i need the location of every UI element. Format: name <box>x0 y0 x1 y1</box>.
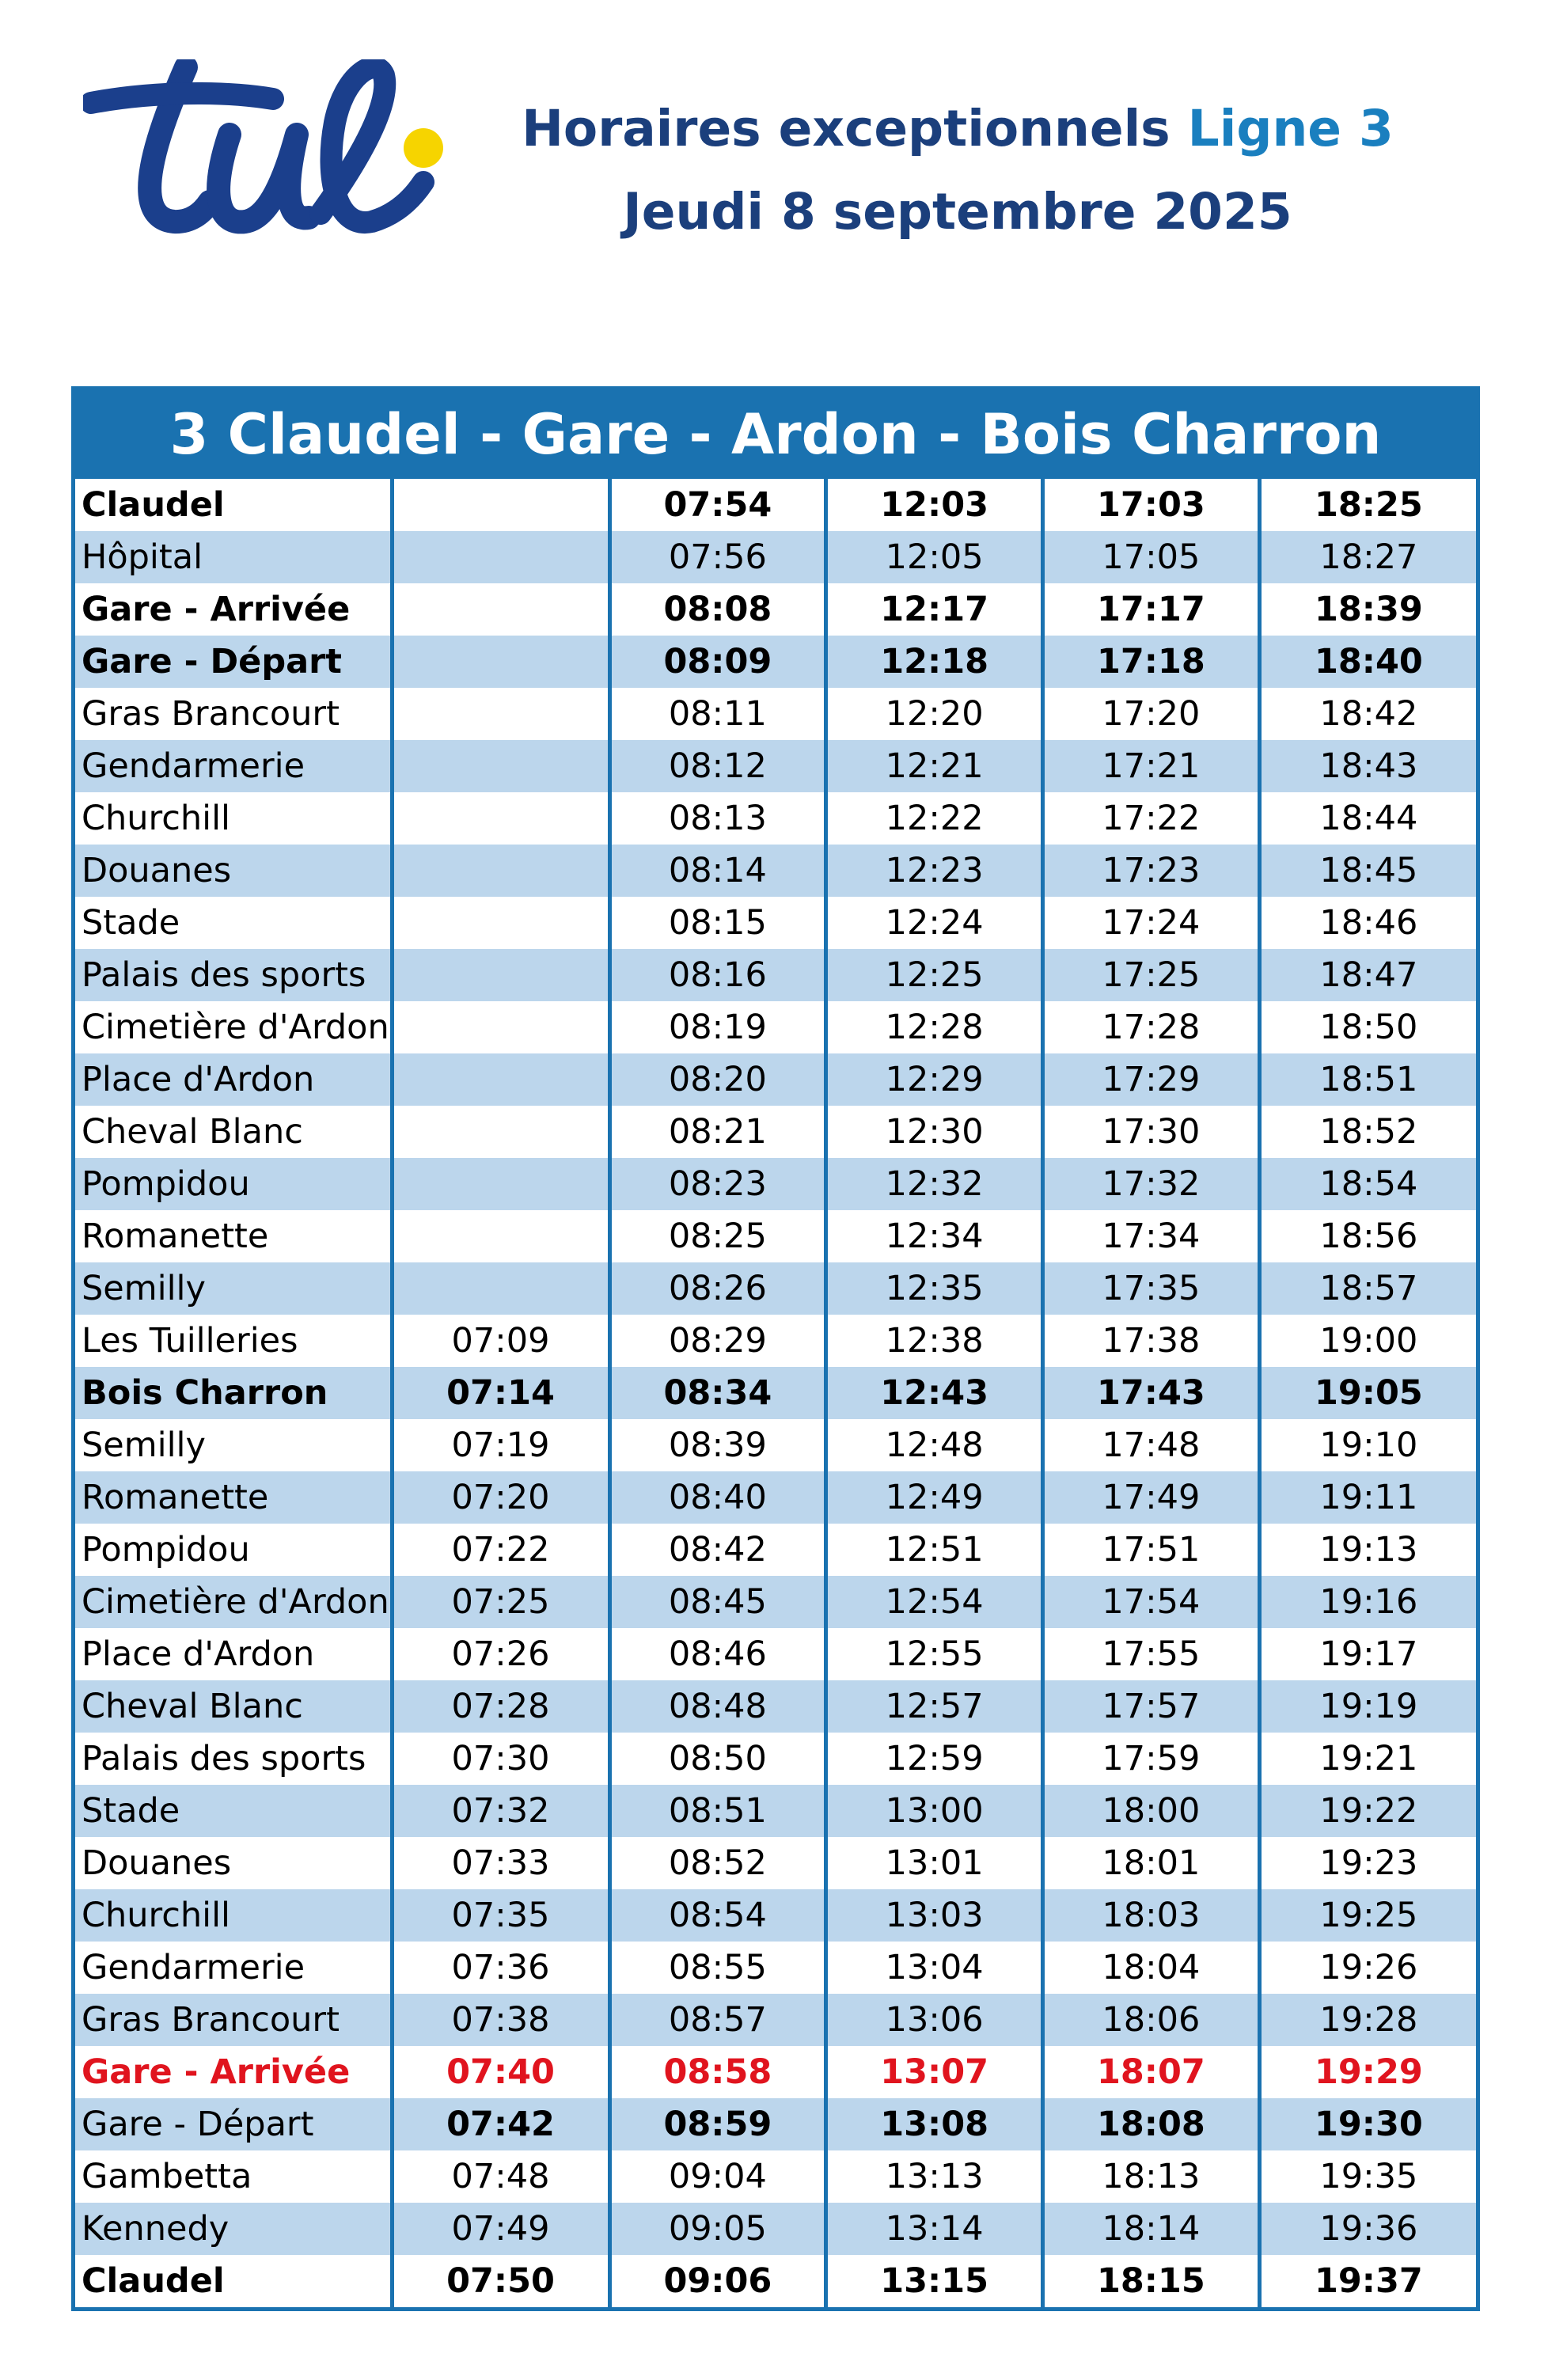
table-row <box>75 1053 1476 1106</box>
departure-time: 12:03 <box>826 479 1043 531</box>
table-row <box>75 1106 1476 1158</box>
departure-time: 18:43 <box>1259 740 1476 792</box>
page-title <box>443 87 1472 253</box>
departure-time: 07:22 <box>392 1524 609 1576</box>
departure-time: 19:26 <box>1259 1942 1476 1994</box>
departure-time: 12:34 <box>826 1210 1043 1262</box>
departure-time: 12:57 <box>826 1680 1043 1733</box>
stop-name: Pompidou <box>75 1158 392 1210</box>
departure-time: 07:40 <box>392 2046 609 2098</box>
departure-time: 18:04 <box>1043 1942 1260 1994</box>
departure-time: 12:49 <box>826 1471 1043 1524</box>
departure-time: 08:15 <box>609 897 826 949</box>
table-row <box>75 897 1476 949</box>
stop-name: Semilly <box>82 1425 206 1465</box>
departure-time: 12:21 <box>826 740 1043 792</box>
departure-time: 17:29 <box>1043 1053 1260 1106</box>
departure-time: 17:32 <box>1043 1158 1260 1210</box>
departure-time: 18:54 <box>1259 1158 1476 1210</box>
table-row <box>75 1837 1476 1889</box>
title-date: Jeudi 8 septembre 2025 <box>623 183 1292 241</box>
departure-time: 07:48 <box>392 2150 609 2203</box>
departure-time: 19:29 <box>1259 2046 1476 2098</box>
departure-time: 19:23 <box>1259 1837 1476 1889</box>
departure-time: 18:50 <box>1259 1001 1476 1053</box>
departure-time: 12:24 <box>826 897 1043 949</box>
departure-time: 17:57 <box>1043 1680 1260 1733</box>
table-row <box>75 1733 1476 1785</box>
table-row <box>75 1628 1476 1680</box>
stop-name: Claudel <box>82 485 225 525</box>
departure-time: 19:35 <box>1259 2150 1476 2203</box>
departure-time: 19:30 <box>1259 2098 1476 2150</box>
departure-time: 19:10 <box>1259 1419 1476 1471</box>
departure-time: 08:20 <box>609 1053 826 1106</box>
departure-time: 07:26 <box>392 1628 609 1680</box>
departure-time: 17:20 <box>1043 688 1260 740</box>
departure-time <box>392 636 609 688</box>
stop-name: Bois Charron <box>75 1367 392 1419</box>
departure-time: 17:03 <box>1043 479 1260 531</box>
departure-time: 12:05 <box>826 531 1043 583</box>
departure-time: 13:15 <box>826 2255 1043 2307</box>
departure-time: 17:48 <box>1043 1419 1260 1471</box>
departure-time: 17:18 <box>1043 636 1260 688</box>
table-row <box>75 1315 1476 1367</box>
table-row <box>75 688 1476 740</box>
departure-time: 19:00 <box>1259 1315 1476 1367</box>
stop-name: Les Tuilleries <box>82 1321 298 1361</box>
departure-time: 08:21 <box>609 1106 826 1158</box>
departure-time <box>392 792 609 845</box>
departure-time: 08:50 <box>609 1733 826 1785</box>
departure-time: 18:03 <box>1043 1889 1260 1942</box>
departure-time: 09:04 <box>609 2150 826 2203</box>
departure-time: 17:55 <box>1043 1628 1260 1680</box>
departure-time: 18:14 <box>1043 2203 1260 2255</box>
departure-time: 17:59 <box>1043 1733 1260 1785</box>
departure-time: 08:55 <box>609 1942 826 1994</box>
departure-time: 08:11 <box>609 688 826 740</box>
stop-name: Churchill <box>75 1889 392 1942</box>
departure-time: 12:18 <box>826 636 1043 688</box>
departure-time: 18:47 <box>1259 949 1476 1001</box>
departure-time: 07:32 <box>392 1785 609 1837</box>
timetable <box>71 386 1480 2311</box>
departure-time: 18:06 <box>1043 1994 1260 2046</box>
departure-time: 18:39 <box>1259 583 1476 636</box>
departure-time: 19:11 <box>1259 1471 1476 1524</box>
departure-time <box>392 897 609 949</box>
departure-time: 08:42 <box>609 1524 826 1576</box>
departure-time <box>392 1262 609 1315</box>
departure-time: 12:32 <box>826 1158 1043 1210</box>
departure-time: 12:55 <box>826 1628 1043 1680</box>
departure-time: 18:07 <box>1043 2046 1260 2098</box>
departure-time <box>392 531 609 583</box>
departure-time: 19:05 <box>1259 1367 1476 1419</box>
tul-logo <box>83 59 455 249</box>
departure-time: 18:46 <box>1259 897 1476 949</box>
departure-time: 12:35 <box>826 1262 1043 1315</box>
table-row <box>75 531 1476 583</box>
departure-time: 07:36 <box>392 1942 609 1994</box>
departure-time: 18:25 <box>1259 479 1476 531</box>
stop-name: Stade <box>82 903 180 943</box>
stop-name: Hôpital <box>75 531 392 583</box>
logo-dot <box>404 128 443 168</box>
departure-time: 09:05 <box>609 2203 826 2255</box>
departure-time: 08:12 <box>609 740 826 792</box>
stop-name: Gras Brancourt <box>82 694 340 734</box>
departure-time: 08:26 <box>609 1262 826 1315</box>
departure-time: 19:25 <box>1259 1889 1476 1942</box>
departure-time: 13:13 <box>826 2150 1043 2203</box>
departure-time: 18:27 <box>1259 531 1476 583</box>
departure-time: 09:06 <box>609 2255 826 2307</box>
departure-time: 07:49 <box>392 2203 609 2255</box>
departure-time: 17:23 <box>1043 845 1260 897</box>
table-row <box>75 1210 1476 1262</box>
departure-time: 19:16 <box>1259 1576 1476 1628</box>
stop-name: Gendarmerie <box>75 740 392 792</box>
stop-name: Pompidou <box>82 1530 250 1570</box>
departure-time: 07:35 <box>392 1889 609 1942</box>
departure-time <box>392 479 609 531</box>
departure-time: 07:09 <box>392 1315 609 1367</box>
stop-name: Cheval Blanc <box>75 1680 392 1733</box>
departure-time: 18:52 <box>1259 1106 1476 1158</box>
departure-time: 07:42 <box>392 2098 609 2150</box>
departure-time: 08:23 <box>609 1158 826 1210</box>
departure-time: 13:14 <box>826 2203 1043 2255</box>
table-row <box>75 1785 1476 1837</box>
departure-time: 13:06 <box>826 1994 1043 2046</box>
departure-time: 08:16 <box>609 949 826 1001</box>
departure-time: 17:25 <box>1043 949 1260 1001</box>
departure-time: 08:19 <box>609 1001 826 1053</box>
departure-time <box>392 845 609 897</box>
table-row <box>75 2150 1476 2203</box>
departure-time: 13:08 <box>826 2098 1043 2150</box>
table-row <box>75 1001 1476 1053</box>
departure-time: 13:01 <box>826 1837 1043 1889</box>
table-row <box>75 1942 1476 1994</box>
stop-name: Cimetière d'Ardon <box>82 1008 389 1047</box>
stop-name: Romanette <box>75 1471 392 1524</box>
stop-name: Cimetière d'Ardon <box>75 1576 392 1628</box>
table-row <box>75 1367 1476 1419</box>
departure-time: 08:46 <box>609 1628 826 1680</box>
departure-time: 17:17 <box>1043 583 1260 636</box>
departure-time: 12:43 <box>826 1367 1043 1419</box>
table-row <box>75 949 1476 1001</box>
departure-time: 12:54 <box>826 1576 1043 1628</box>
departure-time: 12:30 <box>826 1106 1043 1158</box>
stop-name: Cheval Blanc <box>82 1112 303 1152</box>
departure-time: 08:57 <box>609 1994 826 2046</box>
departure-time: 07:30 <box>392 1733 609 1785</box>
departure-time: 12:23 <box>826 845 1043 897</box>
title-prefix: Horaires exceptionnels <box>522 100 1171 158</box>
table-row <box>75 792 1476 845</box>
departure-time: 18:40 <box>1259 636 1476 688</box>
departure-time: 08:54 <box>609 1889 826 1942</box>
table-row <box>75 1419 1476 1471</box>
departure-time: 19:13 <box>1259 1524 1476 1576</box>
departure-time <box>392 1210 609 1262</box>
table-row <box>75 636 1476 688</box>
stop-name: Gare - Arrivée <box>82 590 351 629</box>
departure-time: 12:20 <box>826 688 1043 740</box>
departure-time: 08:25 <box>609 1210 826 1262</box>
departure-time: 07:56 <box>609 531 826 583</box>
departure-time: 12:28 <box>826 1001 1043 1053</box>
departure-time: 18:08 <box>1043 2098 1260 2150</box>
stop-name: Gras Brancourt <box>75 1994 392 2046</box>
departure-time: 18:56 <box>1259 1210 1476 1262</box>
departure-time: 18:57 <box>1259 1262 1476 1315</box>
stop-name: Romanette <box>82 1217 269 1256</box>
departure-time: 07:50 <box>392 2255 609 2307</box>
departure-time: 07:28 <box>392 1680 609 1733</box>
stop-name: Semilly <box>75 1262 392 1315</box>
departure-time: 08:59 <box>609 2098 826 2150</box>
departure-time: 17:54 <box>1043 1576 1260 1628</box>
table-row <box>75 1994 1476 2046</box>
departure-time <box>392 1106 609 1158</box>
departure-time <box>392 583 609 636</box>
departure-time: 18:15 <box>1043 2255 1260 2307</box>
departure-time: 19:21 <box>1259 1733 1476 1785</box>
table-row <box>75 2203 1476 2255</box>
departure-time: 08:14 <box>609 845 826 897</box>
table-row <box>75 1524 1476 1576</box>
table-row <box>75 2098 1476 2150</box>
title-line1 <box>443 87 1472 170</box>
departure-time: 18:13 <box>1043 2150 1260 2203</box>
table-row <box>75 1576 1476 1628</box>
departure-time: 17:49 <box>1043 1471 1260 1524</box>
departure-time <box>392 949 609 1001</box>
departure-time: 17:30 <box>1043 1106 1260 1158</box>
departure-time: 19:17 <box>1259 1628 1476 1680</box>
stop-name: Gendarmerie <box>82 1948 305 1987</box>
departure-time: 19:36 <box>1259 2203 1476 2255</box>
departure-time: 08:45 <box>609 1576 826 1628</box>
departure-time: 08:52 <box>609 1837 826 1889</box>
stop-name: Stade <box>75 1785 392 1837</box>
departure-time: 12:51 <box>826 1524 1043 1576</box>
departure-time: 07:20 <box>392 1471 609 1524</box>
departure-time: 18:51 <box>1259 1053 1476 1106</box>
departure-time: 18:42 <box>1259 688 1476 740</box>
stop-name: Gambetta <box>82 2157 252 2196</box>
table-row <box>75 583 1476 636</box>
timetable-grid <box>75 479 1476 2307</box>
departure-time <box>392 1158 609 1210</box>
departure-time: 18:45 <box>1259 845 1476 897</box>
departure-time: 07:14 <box>392 1367 609 1419</box>
table-row <box>75 1262 1476 1315</box>
departure-time: 17:21 <box>1043 740 1260 792</box>
departure-time: 07:25 <box>392 1576 609 1628</box>
departure-time: 12:38 <box>826 1315 1043 1367</box>
departure-time <box>392 688 609 740</box>
departure-time: 17:24 <box>1043 897 1260 949</box>
table-row <box>75 1680 1476 1733</box>
departure-time: 07:33 <box>392 1837 609 1889</box>
stop-name: Palais des sports <box>75 949 392 1001</box>
departure-time: 08:39 <box>609 1419 826 1471</box>
stop-name: Place d'Ardon <box>75 1053 392 1106</box>
departure-time: 17:43 <box>1043 1367 1260 1419</box>
departure-time: 17:51 <box>1043 1524 1260 1576</box>
departure-time: 12:22 <box>826 792 1043 845</box>
departure-time: 07:38 <box>392 1994 609 2046</box>
departure-time <box>392 1053 609 1106</box>
departure-time: 12:17 <box>826 583 1043 636</box>
departure-time: 12:29 <box>826 1053 1043 1106</box>
table-row <box>75 740 1476 792</box>
departure-time: 17:22 <box>1043 792 1260 845</box>
departure-time: 08:58 <box>609 2046 826 2098</box>
departure-time: 17:35 <box>1043 1262 1260 1315</box>
departure-time: 18:44 <box>1259 792 1476 845</box>
stop-name: Gare - Départ <box>75 636 392 688</box>
stop-name: Douanes <box>82 1843 232 1883</box>
departure-time: 17:34 <box>1043 1210 1260 1262</box>
departure-time <box>392 1001 609 1053</box>
stop-name: Palais des sports <box>82 1739 366 1778</box>
departure-time: 12:48 <box>826 1419 1043 1471</box>
departure-time: 19:19 <box>1259 1680 1476 1733</box>
table-row <box>75 479 1476 531</box>
departure-time: 17:28 <box>1043 1001 1260 1053</box>
table-row <box>75 2046 1476 2098</box>
table-row <box>75 1471 1476 1524</box>
departure-time: 08:13 <box>609 792 826 845</box>
departure-time: 07:54 <box>609 479 826 531</box>
departure-time: 17:38 <box>1043 1315 1260 1367</box>
stop-name: Gare - Arrivée <box>82 2052 351 2092</box>
departure-time: 08:48 <box>609 1680 826 1733</box>
table-row <box>75 845 1476 897</box>
departure-time: 19:28 <box>1259 1994 1476 2046</box>
timetable-header: 3 Claudel - Gare - Ardon - Bois Charron <box>75 390 1476 479</box>
title-line-number: Ligne 3 <box>1187 100 1394 158</box>
departure-time: 17:05 <box>1043 531 1260 583</box>
departure-time: 08:29 <box>609 1315 826 1367</box>
departure-time: 18:00 <box>1043 1785 1260 1837</box>
departure-time: 13:00 <box>826 1785 1043 1837</box>
departure-time: 13:04 <box>826 1942 1043 1994</box>
departure-time: 12:59 <box>826 1733 1043 1785</box>
departure-time: 08:09 <box>609 636 826 688</box>
table-row <box>75 2255 1476 2307</box>
departure-time: 08:40 <box>609 1471 826 1524</box>
departure-time <box>392 740 609 792</box>
stop-name: Churchill <box>82 799 230 838</box>
departure-time: 13:07 <box>826 2046 1043 2098</box>
stop-name: Douanes <box>75 845 392 897</box>
stop-name: Place d'Ardon <box>82 1634 315 1674</box>
table-row <box>75 1158 1476 1210</box>
departure-time: 19:37 <box>1259 2255 1476 2307</box>
table-row <box>75 1889 1476 1942</box>
departure-time: 08:34 <box>609 1367 826 1419</box>
departure-time: 12:25 <box>826 949 1043 1001</box>
departure-time: 13:03 <box>826 1889 1043 1942</box>
departure-time: 07:19 <box>392 1419 609 1471</box>
departure-time: 08:51 <box>609 1785 826 1837</box>
departure-time: 18:01 <box>1043 1837 1260 1889</box>
departure-time: 19:22 <box>1259 1785 1476 1837</box>
departure-time: 08:08 <box>609 583 826 636</box>
stop-name: Kennedy <box>75 2203 392 2255</box>
stop-name: Claudel <box>82 2261 225 2301</box>
stop-name: Gare - Départ <box>75 2098 392 2150</box>
